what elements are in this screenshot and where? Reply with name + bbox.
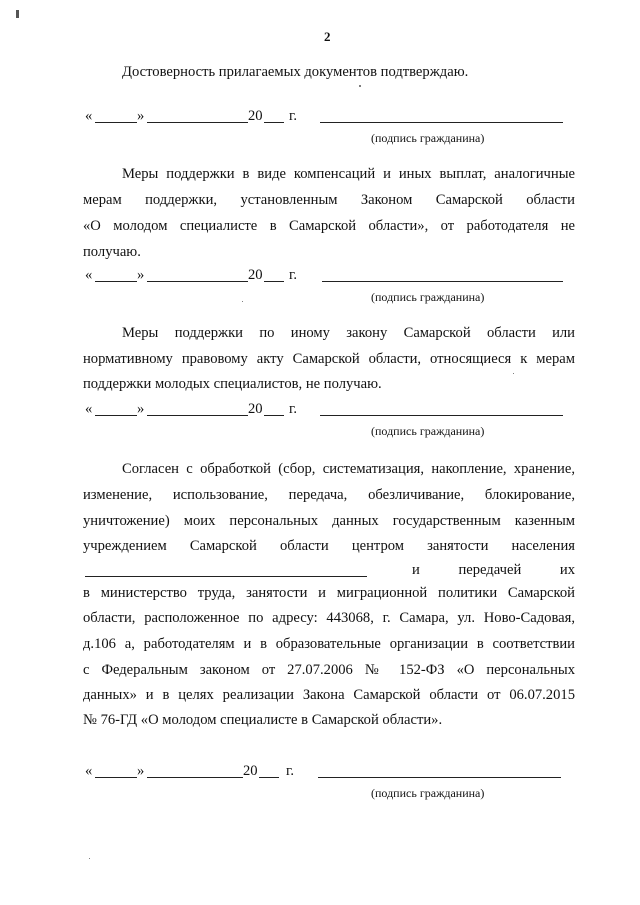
day-blank xyxy=(95,415,137,416)
paragraph-line: № 76-ГД «О молодом специалисте в Самарской области». xyxy=(83,712,443,728)
day-blank xyxy=(95,777,137,778)
signature-caption: (подпись гражданина) xyxy=(371,290,485,304)
month-blank xyxy=(147,122,248,123)
year-suffix: г. xyxy=(289,267,297,283)
date-open-quote: « xyxy=(85,108,93,124)
date-open-quote: « xyxy=(85,763,93,779)
scan-speck xyxy=(16,10,19,18)
date-close-quote: » xyxy=(137,267,145,283)
scan-speck xyxy=(359,85,361,87)
signature-caption: (подпись гражданина) xyxy=(371,786,485,800)
paragraph-line: Меры поддержки по иному закону Самарской области или xyxy=(122,325,575,341)
paragraph-line: нормативному правовому акту Самарской области, относящиеся к мерам xyxy=(83,351,575,367)
year-prefix: 20 xyxy=(243,763,258,779)
signature-line xyxy=(322,281,563,282)
signature-line xyxy=(318,777,561,778)
signature-caption: (подпись гражданина) xyxy=(371,424,485,438)
scan-speck xyxy=(242,301,243,302)
year-prefix: 20 xyxy=(248,108,263,124)
paragraph-line: изменение, использование, передача, обезличивание, блокирование, xyxy=(83,487,575,503)
paragraph-line: д.106 а, работодателям и в образовательные организации в соответствии xyxy=(83,636,575,652)
year-prefix: 20 xyxy=(248,401,263,417)
date-close-quote: » xyxy=(137,401,145,417)
paragraph-line: Меры поддержки в виде компенсаций и иных выплат, аналогичные xyxy=(122,166,575,182)
day-blank xyxy=(95,281,137,282)
year-blank xyxy=(264,281,284,282)
month-blank xyxy=(147,777,243,778)
date-open-quote: « xyxy=(85,401,93,417)
paragraph-line: поддержки молодых специалистов, не получаю. xyxy=(83,376,382,392)
paragraph-line: уничтожение) моих персональных данных государственным казенным xyxy=(83,513,575,529)
month-blank xyxy=(147,281,248,282)
signature-line xyxy=(320,122,563,123)
declaration-text: Достоверность прилагаемых документов подтверждаю. xyxy=(122,64,469,80)
scan-speck xyxy=(89,858,90,859)
employment-center-blank xyxy=(85,576,367,577)
year-prefix: 20 xyxy=(248,267,263,283)
paragraph-line: мерам поддержки, установленным Законом Самарской области xyxy=(83,192,575,208)
year-suffix: г. xyxy=(286,763,294,779)
year-blank xyxy=(264,122,284,123)
paragraph-line: в министерство труда, занятости и миграционной политики Самарской xyxy=(83,585,575,601)
year-blank xyxy=(264,415,284,416)
scan-speck xyxy=(513,373,514,374)
year-blank xyxy=(259,777,279,778)
date-close-quote: » xyxy=(137,108,145,124)
year-suffix: г. xyxy=(289,401,297,417)
page-number: 2 xyxy=(324,29,331,44)
paragraph-line: учреждением Самарской области центром занятости населения xyxy=(83,538,575,554)
date-open-quote: « xyxy=(85,267,93,283)
signature-line xyxy=(320,415,563,416)
paragraph-line: области, расположенное по адресу: 443068, г. Самара, ул. Ново-Садовая, xyxy=(83,610,575,626)
date-close-quote: » xyxy=(137,763,145,779)
month-blank xyxy=(147,415,248,416)
day-blank xyxy=(95,122,137,123)
year-suffix: г. xyxy=(289,108,297,124)
signature-caption: (подпись гражданина) xyxy=(371,131,485,145)
paragraph-line: «О молодом специалисте в Самарской области», от работодателя не xyxy=(83,218,575,234)
paragraph-line: Согласен с обработкой (сбор, систематизация, накопление, хранение, xyxy=(122,461,575,477)
paragraph-line: и передачей их xyxy=(412,562,575,578)
paragraph-line: с Федеральным законом от 27.07.2006 № 152-ФЗ «О персональных xyxy=(83,662,575,678)
paragraph-line: получаю. xyxy=(83,244,141,260)
paragraph-line: данных» и в целях реализации Закона Самарской области от 06.07.2015 xyxy=(83,687,575,703)
